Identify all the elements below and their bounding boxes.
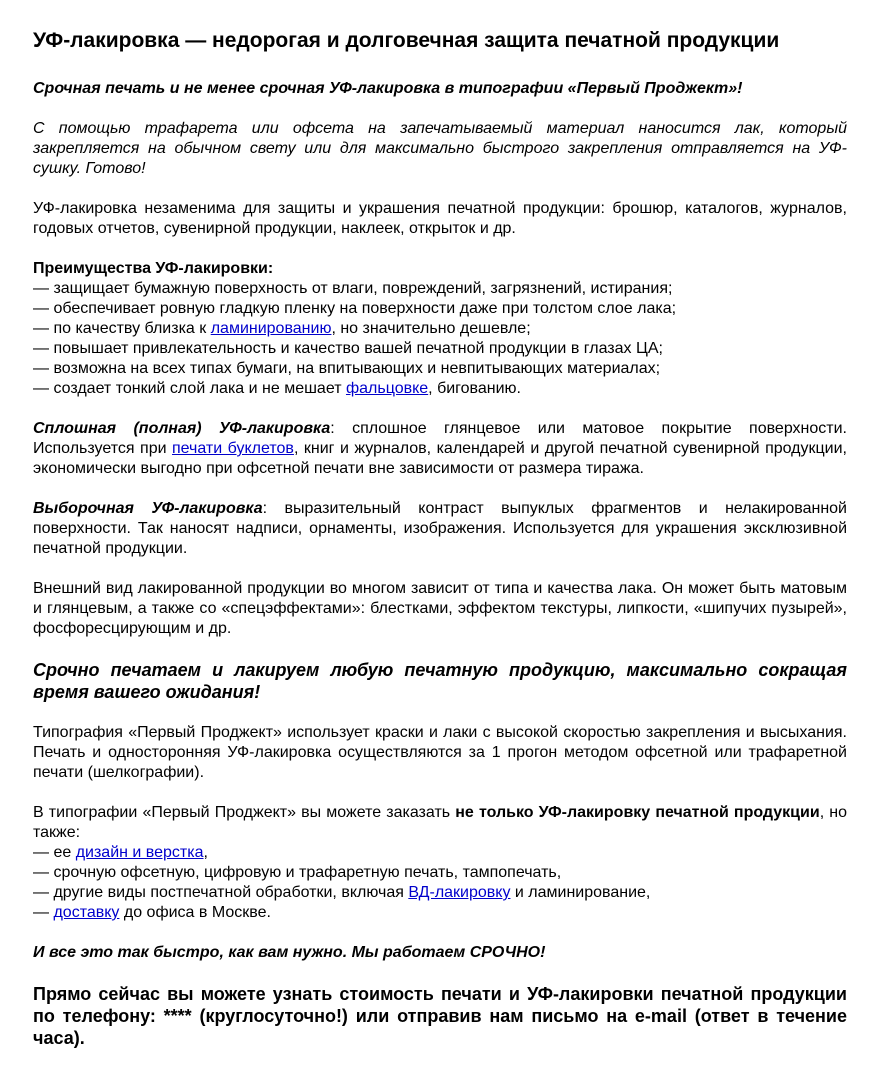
contact-paragraph: Прямо сейчас вы можете узнать стоимость печати и УФ-лакировки печатной продукции по телефону: **** (круглосуточно!) или отправив нам письмо на e-mail (ответ в течение часа).: [33, 984, 847, 1048]
intro-italic-paragraph: С помощью трафарета или офсета на запечатываемый материал наносится лак, который закрепляется на обычном свету или для максимально быстрого закрепления отправляется на УФ-сушку. Готово!: [33, 120, 847, 177]
appearance-paragraph: Внешний вид лакированной продукции во многом зависит от типа и качества лака. Он может быть матовым и глянцевым, а также со «спецэффектами»: блестками, эффектом текстуры, липкости, «шипучих пузырей», фосфоресцирующим и др.: [33, 580, 847, 637]
selective-varnish-paragraph: Выборочная УФ-лакировка: выразительный контраст выпуклых фрагментов и нелакированной поверхности. Так наносят надписи, орнаменты, изображения. Используется для украшения эксклюзивной печатной продукции.: [33, 500, 847, 557]
list-item: — повышает привлекательность и качество вашей печатной продукции в глазах ЦА;: [33, 340, 663, 357]
list-item: — создает тонкий слой лака и не мешает фальцовке, бигованию.: [33, 380, 521, 397]
design-layout-link[interactable]: дизайн и верстка: [75, 844, 204, 861]
typography-paragraph: Типография «Первый Проджект» использует краски и лаки с высокой скоростью закрепления и высыхания. Печать и односторонняя УФ-лакировка осуществляются за 1 прогон методом офсетной или трафаретной печати (шелкографии).: [33, 724, 847, 781]
lamination-link[interactable]: ламинированию: [210, 320, 332, 337]
list-item: — срочную офсетную, цифровую и трафаретную печать, тампопечать,: [33, 864, 562, 881]
delivery-link[interactable]: доставку: [53, 904, 120, 921]
list-item: — обеспечивает ровную гладкую пленку на поверхности даже при толстом слое лака;: [33, 300, 677, 317]
list-item: — другие виды постпечатной обработки, включая ВД-лакировку и ламинирование,: [33, 884, 651, 901]
list-item: — доставку до офиса в Москве.: [33, 904, 271, 921]
order-list: [33, 843, 847, 923]
page-title: УФ-лакировка — недорогая и долговечная защита печатной продукции: [33, 29, 780, 52]
vd-varnish-link[interactable]: ВД-лакировку: [408, 884, 511, 901]
fast-paragraph: И все это так быстро, как вам нужно. Мы работаем СРОЧНО!: [33, 944, 546, 961]
urgent-heading: Срочно печатаем и лакируем любую печатную продукцию, максимально сокращая время вашего ожидания!: [33, 660, 847, 702]
list-item: — ее дизайн и верстка,: [33, 844, 208, 861]
booklet-printing-link[interactable]: печати буклетов: [172, 440, 294, 457]
list-item: — возможна на всех типах бумаги, на впитывающих и невпитывающих материалах;: [33, 360, 661, 377]
selective-varnish-term: Выборочная УФ-лакировка: [33, 500, 263, 517]
list-item: — защищает бумажную поверхность от влаги, повреждений, загрязнений, истирания;: [33, 280, 673, 297]
list-item: — по качеству близка к ламинированию, но значительно дешевле;: [33, 320, 531, 337]
order-paragraph: В типографии «Первый Проджект» вы можете заказать не только УФ-лакировку печатной продукции, но также:: [33, 804, 848, 841]
advantages-list: [33, 259, 847, 399]
solid-varnish-term: Сплошная (полная) УФ-лакировка: [33, 420, 331, 437]
folding-link[interactable]: фальцовке: [345, 380, 429, 397]
advantages-heading: Преимущества УФ-лакировки:: [33, 260, 274, 277]
solid-varnish-paragraph: Сплошная (полная) УФ-лакировка: сплошное глянцевое или матовое покрытие поверхности. Используется при печати буклетов, книг и журналов, календарей и другой печатной сувенирной продукции, экономически выгодно при офсетной печати вне зависимости от размера тиража.: [33, 420, 848, 477]
intro-paragraph: УФ-лакировка незаменима для защиты и украшения печатной продукции: брошюр, каталогов, журналов, годовых отчетов, сувенирной продукции, наклеек, открыток и др.: [33, 200, 847, 237]
lead-paragraph: Срочная печать и не менее срочная УФ-лакировка в типографии «Первый Проджект»!: [33, 80, 743, 97]
